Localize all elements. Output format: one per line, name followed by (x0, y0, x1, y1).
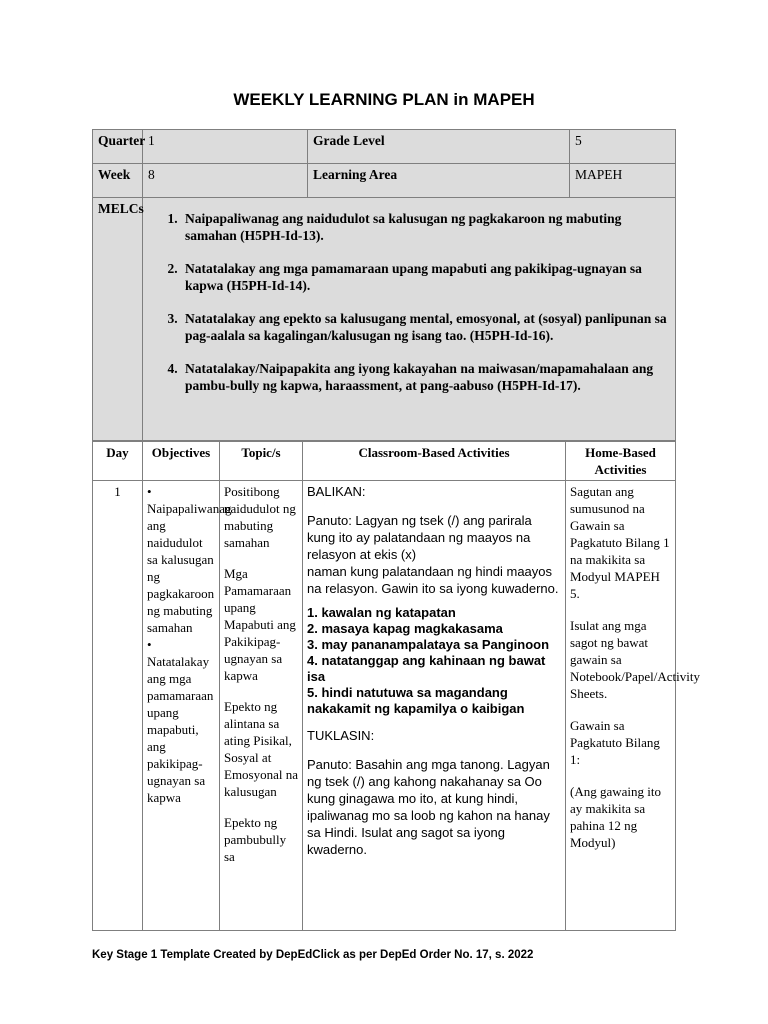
melcs-list (149, 210, 669, 394)
day-value: 1 (93, 481, 143, 931)
balikan-item: 2. masaya kapag magkakasama (307, 621, 503, 636)
melcs-cell (143, 198, 676, 441)
melc-item: 3. Natatalakay ang epekto sa kalusugang mental, emosyonal, at (sosyal) panlipunan sa pag-aalala sa kagalingan/kalusugan ng isang tao. (H5PH-Id-16). (181, 310, 669, 344)
learning-area-label: Learning Area (308, 164, 570, 198)
week-value: 8 (143, 164, 308, 198)
topic-item: Mga Pamamaraan upang Mapabuti ang Pakikipag-ugnayan sa kapwa (224, 566, 296, 683)
week-label: Week (93, 164, 143, 198)
balikan-items (307, 605, 561, 717)
balikan-instruction-cont: naman kung palatandaan ng hindi maayos na relasyon. Gawin ito sa iyong kuwaderno. (307, 564, 559, 596)
melc-item: 2. Natatalakay ang mga pamamaraan upang mapabuti ang pakikipag-ugnayan sa kapwa (H5PH-Id-14). (181, 260, 669, 294)
home-activities-cell (566, 481, 700, 931)
grade-level-label: Grade Level (308, 130, 570, 164)
header-table (92, 129, 676, 441)
balikan-item: 5. hindi natutuwa sa magandang nakakamit ng kapamilya o kaibigan (307, 685, 525, 716)
document-title: WEEKLY LEARNING PLAN in MAPEH (233, 90, 535, 109)
balikan-item: 1. kawalan ng katapatan (307, 605, 456, 620)
objective-item: • Naipapaliwanag ang naidudulot sa kalusugan ng pagkakaroon ng mabuting samahan (147, 484, 232, 635)
col-header-classroom: Classroom-Based Activities (303, 442, 566, 481)
footer-note: Key Stage 1 Template Created by DepEdClick as per DepEd Order No. 17, s. 2022 (92, 949, 534, 961)
tuklasin-instruction: Panuto: Basahin ang mga tanong. Lagyan ng tsek (/) ang kahong nakahanay sa Oo kung ginagawa mo ito, at kung hindi, ipaliwanag mo sa loob ng kahon na hanay sa Hindi. Isulat ang sagot sa iyong kwaderno. (307, 757, 550, 857)
melc-item: 4. Natatalakay/Naipapakita ang iyong kakayahan na maiwasan/mapamahalaan ang pambu-bully ng kapwa, haraassment, at pang-aabuso (H5PH-Id-17). (181, 360, 669, 394)
balikan-instruction: Panuto: Lagyan ng tsek (/) ang parirala kung ito ay palatandaan ng maayos na relasyon at ekis (x) (307, 513, 532, 562)
balikan-heading: BALIKAN: (307, 484, 366, 499)
col-header-topics: Topic/s (220, 442, 303, 481)
quarter-value: 1 (143, 130, 308, 164)
col-header-objectives: Objectives (143, 442, 220, 481)
home-activity-item: (Ang gawaing ito ay makikita sa pahina 12 ng Modyul) (570, 784, 661, 850)
classroom-activities-cell (303, 481, 566, 931)
topic-item: Epekto ng pambubully sa (224, 815, 287, 864)
home-activity-item: Sagutan ang sumusunod na Gawain sa Pagkatuto Bilang 1 na makikita sa Modyul MAPEH 5. (570, 484, 670, 601)
objective-item: • Natatalakay ang mga pamamaraan upang mapabuti, ang pakikipag-ugnayan sa kapwa (147, 637, 214, 805)
col-header-home: Home-Based Activities (566, 442, 676, 481)
learning-area-value: MAPEH (570, 164, 676, 198)
balikan-item: 3. may pananampalataya sa Panginoon (307, 637, 550, 652)
topics-cell (220, 481, 303, 931)
melcs-label: MELCs (93, 198, 143, 441)
topic-item: Epekto ng alintana sa ating Pisikal, Sosyal at Emosyonal na kalusugan (224, 699, 299, 799)
home-activity-item: Gawain sa Pagkatuto Bilang 1: (570, 718, 660, 767)
balikan-item: 4. natatanggap ang kahinaan ng bawat isa (307, 653, 546, 684)
topic-item: Positibong naidudulot ng mabuting samahan (224, 484, 296, 550)
quarter-label: Quarter (93, 130, 143, 164)
tuklasin-heading: TUKLASIN: (307, 728, 375, 743)
col-header-day: Day (93, 442, 143, 481)
objectives-cell (143, 481, 232, 931)
melc-item: 1. Naipapaliwanag ang naidudulot sa kalusugan ng pagkakaroon ng mabuting samahan (H5PH-Id-13). (181, 210, 669, 244)
activity-table (92, 441, 700, 931)
grade-level-value: 5 (570, 130, 676, 164)
home-activity-item: Isulat ang mga sagot ng bawat gawain sa Notebook/Papel/Activity Sheets. (570, 618, 700, 701)
